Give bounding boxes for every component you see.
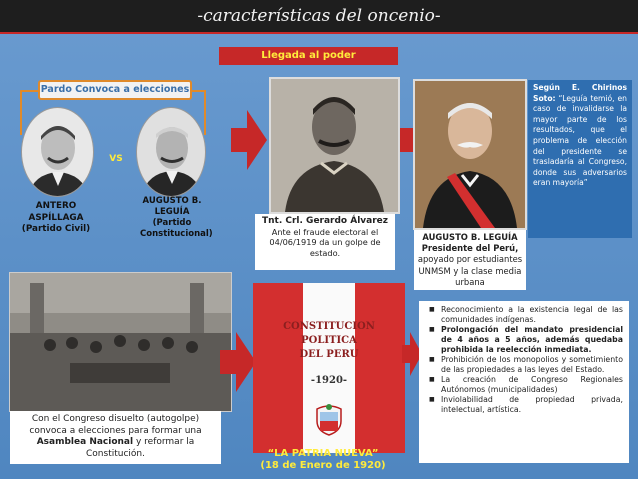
arrow-right-icon [231, 110, 267, 170]
pardo-convoca-pill: Pardo Convoca a elecciones [38, 80, 192, 100]
constitution-line-1: CONSTITUCION [283, 321, 375, 332]
leguia-portrait-small-drawing [137, 108, 206, 197]
leguia-portrait-small [136, 107, 206, 197]
constitution-line-3: DEL PERU [299, 349, 359, 360]
flag-stripe-right [355, 283, 405, 453]
alvarez-portrait-drawing [271, 79, 398, 212]
feature-item-4: ■ La creación de Congreso Regionales Autónomos (municipalidades) [435, 375, 623, 395]
aspillaga-caption [6, 201, 106, 236]
patria-nueva-caption [248, 448, 398, 472]
alvarez-portrait [269, 77, 400, 214]
congreso-caption [10, 411, 221, 464]
aspillaga-name: ANTERO ASPÍLLAGA [28, 201, 84, 223]
feature-item-2: ■ Prolongación del mandato presidencial de 4 años a 5 años, además quedaba prohibida la reelección inmediata. [435, 325, 623, 355]
alvarez-name: Tnt. Crl. Gerardo Álvarez [261, 216, 389, 226]
arrow-right-icon [220, 332, 256, 392]
connector-line [20, 90, 38, 92]
title-bar [0, 0, 638, 34]
slide-title: -características del oncenio- [197, 6, 441, 26]
congreso-bold: Asamblea Nacional [36, 437, 134, 447]
constitution-year: -1920- [310, 375, 348, 386]
leguia-caption [126, 196, 218, 240]
coat-of-arms-icon [314, 403, 344, 437]
leguia-president-portrait-drawing [415, 81, 525, 228]
llegada-al-poder-label: Llegada al poder [219, 47, 398, 65]
chirinos-label: Según E. Chirinos Soto: [533, 83, 627, 103]
feature-item-3: ■ Prohibición de los monopolios y sometimiento de las propiedades a las leyes del Estado. [435, 355, 623, 375]
constitution-features-list [419, 301, 629, 463]
chirinos-quote: “Leguía temió, en caso de invalidarse la mayor parte de los resultados, que el problema de elección del presidente se trasladaría al Congreso, donde sus adversarios eran mayoría” [533, 93, 627, 188]
vs-label: VS [109, 154, 123, 164]
aspillaga-party: (Partido Civil) [21, 224, 91, 234]
flag-stripe-left [253, 283, 303, 453]
connector-line [20, 90, 22, 135]
patria-line-1: “LA PATRIA NUEVA” [267, 448, 379, 459]
feature-item-5: ■ Inviolabilidad de propiedad privada, intelectual, artística. [435, 395, 623, 415]
congreso-text-1: Con el Congreso disuelto (autogolpe) convoca a elecciones para formar una [29, 414, 202, 436]
patria-line-2: (18 de Enero de 1920) [260, 460, 386, 471]
feature-item-1: ■ Reconocimiento a la existencia legal de las comunidades indígenas. [435, 305, 623, 325]
leguia-president-name: AUGUSTO B. LEGUÍA [422, 232, 518, 242]
constitution-flag [253, 283, 405, 453]
alvarez-caption [255, 214, 395, 270]
chirinos-quote-box [528, 80, 632, 238]
alvarez-text: Ante el fraude electoral el 04/06/1919 da un golpe de estado. [269, 226, 381, 258]
leguia-candidate-name: AUGUSTO B. LEGUÍA [142, 196, 202, 217]
leguia-president-portrait [413, 79, 527, 230]
connector-line [204, 90, 206, 135]
aspillaga-portrait [21, 107, 94, 197]
congreso-text-2: y reformar la Constitución. [86, 437, 195, 459]
leguia-president-title: Presidente del Perú, [421, 243, 519, 254]
constitution-line-2: POLITICA [301, 335, 357, 346]
leguia-candidate-party: (Partido Constitucional) [140, 218, 213, 239]
congress-photo-drawing [10, 273, 231, 411]
leguia-president-caption [414, 230, 526, 290]
aspillaga-portrait-drawing [22, 108, 94, 197]
leguia-president-text: apoyado por estudiantes UNMSM y la clase media urbana [417, 254, 523, 287]
congress-photo [9, 272, 232, 412]
